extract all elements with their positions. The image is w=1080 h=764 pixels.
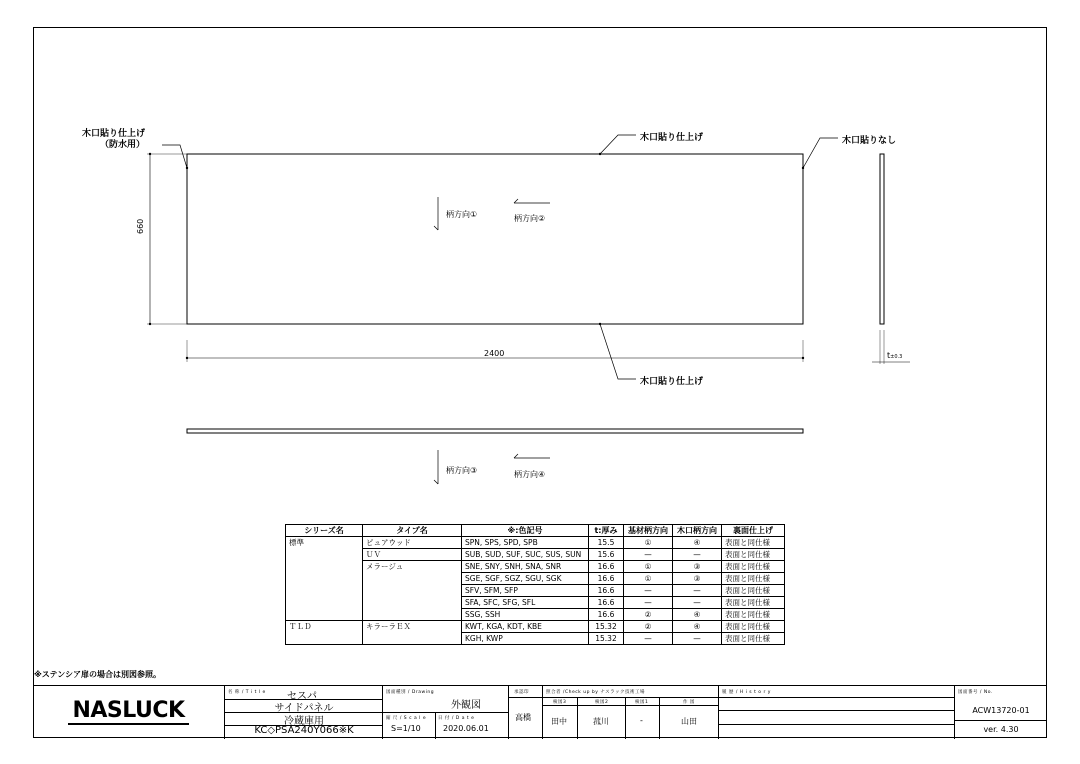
checker-2: 菰川 — [593, 717, 609, 726]
cell-series — [286, 633, 363, 645]
title-1: セスパ — [287, 691, 317, 702]
cell-color: SPN, SPS, SPD, SPB — [462, 537, 589, 549]
dim-width-text: 2400 — [484, 349, 505, 358]
header-base-grain: 基材柄方向 — [624, 525, 673, 537]
cell-back-finish: 表面と同仕様 — [722, 585, 785, 597]
leader-top-left — [162, 145, 187, 168]
cell-color: KGH, KWP — [462, 633, 589, 645]
label-top-left-2: （防水用） — [100, 140, 146, 150]
header-edge-grain: 木口柄方向 — [673, 525, 722, 537]
history-cell: 履 歴 / H i s t o r y — [719, 686, 955, 739]
checker-3: - — [640, 716, 643, 725]
cell-edge-grain: ④ — [673, 609, 722, 621]
cell-thickness: 16.6 — [589, 573, 624, 585]
label-top-right: 木口貼りなし — [842, 136, 897, 146]
cell-base-grain: ① — [624, 561, 673, 573]
cell-series: 標準 — [286, 537, 363, 549]
cell-color: SFA, SFC, SFG, SFL — [462, 597, 589, 609]
cell-back-finish: 表面と同仕様 — [722, 621, 785, 633]
checker-4: 山田 — [681, 717, 697, 726]
cell-edge-grain: — — [673, 549, 722, 561]
number-cell: 図面番号 / No. ACW13720-01 ver. 4.30 — [955, 686, 1047, 739]
cell-base-grain: — — [624, 597, 673, 609]
check-cell: 照合者 /Check up by ナスラック技術工場 検図3 検図2 検図1 作 図 田中 菰川 - 山田 — [543, 686, 719, 739]
cell-series: ＴＬＤ — [286, 621, 363, 633]
cell-series — [286, 597, 363, 609]
cell-series — [286, 609, 363, 621]
label-bottom-center: 木口貼り仕上げ — [640, 377, 704, 387]
cell-type — [363, 585, 462, 597]
grain-label-3: 柄方向③ — [446, 466, 478, 475]
scale: S=1/10 — [391, 724, 421, 733]
grain-label-4: 柄方向④ — [514, 470, 546, 479]
cell-series — [286, 561, 363, 573]
approved-by: 高橋 — [515, 713, 531, 722]
cell-base-grain: ① — [624, 537, 673, 549]
table-row — [286, 621, 785, 633]
cell-edge-grain: ④ — [673, 621, 722, 633]
approval-cell: 承認印 高橋 — [509, 686, 543, 739]
company-logo: NASLUCK — [68, 700, 188, 725]
title-2: サイドパネル — [274, 703, 334, 714]
cell-color: SNE, SNY, SNH, SNA, SNR — [462, 561, 589, 573]
cell-thickness: 15.32 — [589, 633, 624, 645]
header-series: シリーズ名 — [286, 525, 363, 537]
cell-back-finish: 表面と同仕様 — [722, 597, 785, 609]
cell-thickness: 15.32 — [589, 621, 624, 633]
note-stencia: ※ステンシア扉の場合は別図参照。 — [34, 670, 162, 679]
spec-table — [285, 524, 785, 645]
cell-base-grain: ② — [624, 609, 673, 621]
cell-thickness: 15.6 — [589, 549, 624, 561]
title-cell: 名 称 / T i t l e セスパ サイドパネル 冷蔵庫用 KC◇PSA240Y066※K — [225, 686, 383, 739]
cell-series — [286, 585, 363, 597]
table-row — [286, 609, 785, 621]
label-top-center: 木口貼り仕上げ — [640, 133, 704, 143]
cell-edge-grain: ③ — [673, 573, 722, 585]
cell-type: キラーラＥＸ — [363, 621, 462, 633]
panel-edge-view — [187, 429, 803, 433]
leader-top-right — [803, 138, 838, 168]
title-4: KC◇PSA240Y066※K — [254, 725, 354, 736]
drawing-type: 外観図 — [451, 700, 481, 711]
header-color: ※:色記号 — [462, 525, 589, 537]
drawing-info-cell: 図面種別 / Drawing 外観図 縮 尺 / S c a l e S=1/10 日 付 / D a t e 2020.06.01 — [383, 686, 509, 739]
cell-thickness: 16.6 — [589, 609, 624, 621]
spec-table-header — [286, 525, 785, 537]
logo-cell — [33, 686, 225, 739]
label-top-left-1: 木口貼り仕上げ — [82, 129, 146, 139]
cell-base-grain: — — [624, 549, 673, 561]
cell-type: ピュアウッド — [363, 537, 462, 549]
cell-type: メラージュ — [363, 561, 462, 573]
dim-height-text: 660 — [136, 218, 145, 234]
table-row — [286, 585, 785, 597]
cell-back-finish: 表面と同仕様 — [722, 549, 785, 561]
drawing-number: ACW13720-01 — [972, 706, 1030, 715]
table-row — [286, 561, 785, 573]
table-row — [286, 537, 785, 549]
cell-base-grain: ② — [624, 621, 673, 633]
title-block — [33, 685, 1047, 738]
cell-edge-grain: ④ — [673, 537, 722, 549]
cell-back-finish: 表面と同仕様 — [722, 609, 785, 621]
panel-side-view — [880, 154, 884, 324]
table-row — [286, 597, 785, 609]
cell-base-grain: — — [624, 633, 673, 645]
cell-thickness: 16.6 — [589, 597, 624, 609]
table-row — [286, 549, 785, 561]
cell-base-grain: — — [624, 585, 673, 597]
checker-1: 田中 — [551, 717, 567, 726]
cell-back-finish: 表面と同仕様 — [722, 537, 785, 549]
leader-bottom-center — [600, 324, 636, 379]
version: ver. 4.30 — [983, 725, 1019, 734]
cell-edge-grain: — — [673, 633, 722, 645]
grain-label-1: 柄方向① — [446, 210, 478, 219]
cell-type: ＵＶ — [363, 549, 462, 561]
grain-label-2: 柄方向② — [514, 214, 546, 223]
cell-edge-grain: — — [673, 597, 722, 609]
date: 2020.06.01 — [443, 724, 489, 733]
header-type: タイプ名 — [363, 525, 462, 537]
cell-color: SGE, SGF, SGZ, SGU, SGK — [462, 573, 589, 585]
cell-back-finish: 表面と同仕様 — [722, 633, 785, 645]
header-back-finish: 裏面仕上げ — [722, 525, 785, 537]
table-row — [286, 573, 785, 585]
cell-series — [286, 573, 363, 585]
cell-color: KWT, KGA, KDT, KBE — [462, 621, 589, 633]
title-3: 冷蔵庫用 — [284, 716, 324, 727]
cell-edge-grain: — — [673, 585, 722, 597]
cell-edge-grain: ③ — [673, 561, 722, 573]
cell-thickness: 16.6 — [589, 585, 624, 597]
cell-back-finish: 表面と同仕様 — [722, 573, 785, 585]
cell-type — [363, 609, 462, 621]
cell-base-grain: ① — [624, 573, 673, 585]
cell-color: SFV, SFM, SFP — [462, 585, 589, 597]
cell-type — [363, 573, 462, 585]
cell-back-finish: 表面と同仕様 — [722, 561, 785, 573]
cell-thickness: 16.6 — [589, 561, 624, 573]
cell-type — [363, 633, 462, 645]
cell-series — [286, 549, 363, 561]
cell-color: SSG, SSH — [462, 609, 589, 621]
cell-color: SUB, SUD, SUF, SUC, SUS, SUN — [462, 549, 589, 561]
cell-thickness: 15.5 — [589, 537, 624, 549]
table-row — [286, 633, 785, 645]
cell-type — [363, 597, 462, 609]
dim-thickness-text: t±0.3 — [887, 351, 903, 360]
panel-front-view — [187, 154, 803, 324]
leader-top-center — [600, 135, 636, 154]
header-thickness: t:厚み — [589, 525, 624, 537]
